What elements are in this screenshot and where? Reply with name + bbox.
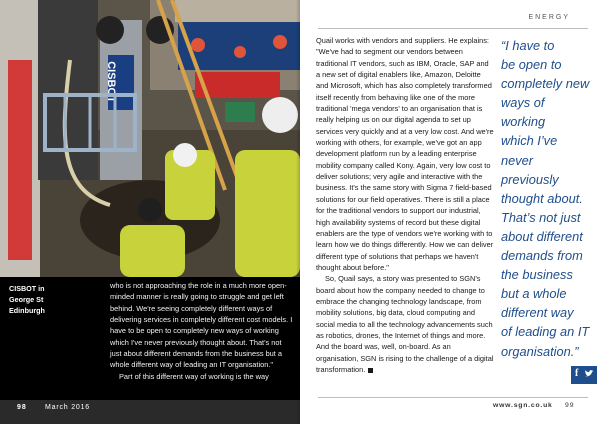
- header-rule: [318, 28, 588, 29]
- pull-quote-line: never previously: [501, 152, 559, 187]
- pull-quote-line: the business: [501, 267, 573, 283]
- left-page-number: 98: [17, 404, 27, 411]
- pull-quote-line: completely new: [501, 76, 590, 92]
- pull-quote-line: be open to: [501, 57, 562, 73]
- pull-quote-line: of leading an IT: [501, 324, 590, 340]
- section-label: ENERGY: [528, 14, 570, 21]
- caption-line: CISBOT in: [9, 284, 45, 293]
- pull-quote-line: organisation.”: [501, 343, 579, 359]
- worksite-photo: [0, 0, 300, 277]
- footer-rule: [318, 397, 588, 398]
- right-paragraph-2: [316, 273, 494, 375]
- website-link[interactable]: www.sgn.co.uk: [493, 402, 553, 409]
- pull-quote-line: demands from: [501, 248, 583, 264]
- facebook-icon[interactable]: f: [575, 368, 579, 379]
- pull-quote-line: which I’ve: [501, 133, 558, 149]
- caption-line: Edinburgh: [9, 306, 45, 315]
- twitter-icon[interactable]: [584, 369, 594, 379]
- photo-sign-text: CISBOT: [105, 61, 117, 103]
- right-page: [300, 0, 600, 424]
- pull-quote: [501, 36, 591, 361]
- end-of-article-mark: [368, 368, 373, 373]
- right-paragraph-2-text: So, Quail says, a story was presented to SGN's board about how the company needed to change to embrace the changing technology landscape, from mobility solutions, big data, cloud computing and social media to all the technology advancements such as robotics, drones, the Internet of things and more. And the board was, well, on-board. As an organisation, SGN is rising to the challenge of a digital transformation.: [316, 274, 494, 374]
- right-paragraph-1: Quail works with vendors and suppliers. He explains: "We've had to segment our vendors between traditional IT vendors, such as IBM, Oracle, SAP and a new set of digital enablers like, Amazon, Deloitte and Microsoft, which has also completely transformed itself recently from behaving like one of the more traditional 'mega vendors' to an organisation that is really helping us on our digital agenda to set up services very quickly and at a very low cost. And we're working with others, for example, we've got an app development platform run by a leading enterprise mobility company called Kony. Again, very low cost to deliver solutions; very agile and interactive with the business. It's the same story with Sigma 7 field-based solutions for our field operatives. There is still a place for the traditional vendors to support our industrial, high availability systems of record but these digital enablers are the type of vendors we're working with to learn how we do things differently. How we can deliver different type of solutions that perhaps we haven't thought about before.": [316, 36, 494, 272]
- pull-quote-line: but a whole: [501, 286, 567, 302]
- pull-quote-line: ways of working: [501, 95, 546, 130]
- pull-quote-line: thought about.: [501, 190, 583, 206]
- left-paragraph-1: who is not approaching the role in a much more open-minded manner is really going to struggle and get left behind. We're seeing completely different ways of delivering services in completely different cost models. I have to be open to completely new ways of working which I've never previously thought about. That's not just about different demands from the business but a whole different way of leading an IT organisation.": [110, 281, 293, 370]
- right-page-number: 99: [565, 402, 575, 409]
- pull-quote-line: different way: [501, 305, 574, 321]
- left-footer: [0, 400, 300, 424]
- worksite-illustration: [0, 0, 300, 277]
- caption-line: George St: [9, 295, 44, 304]
- left-paragraph-2: Part of this different way of working is the way: [119, 371, 269, 381]
- pull-quote-line: about different: [501, 228, 583, 244]
- left-body-text: [110, 280, 295, 382]
- issue-date: March 2016: [45, 404, 90, 411]
- photo-caption: [9, 283, 69, 316]
- right-body-text: [316, 35, 494, 375]
- pull-quote-line: “I have to: [501, 38, 555, 53]
- pull-quote-line: That’s not just: [501, 209, 581, 225]
- social-links[interactable]: [571, 366, 597, 384]
